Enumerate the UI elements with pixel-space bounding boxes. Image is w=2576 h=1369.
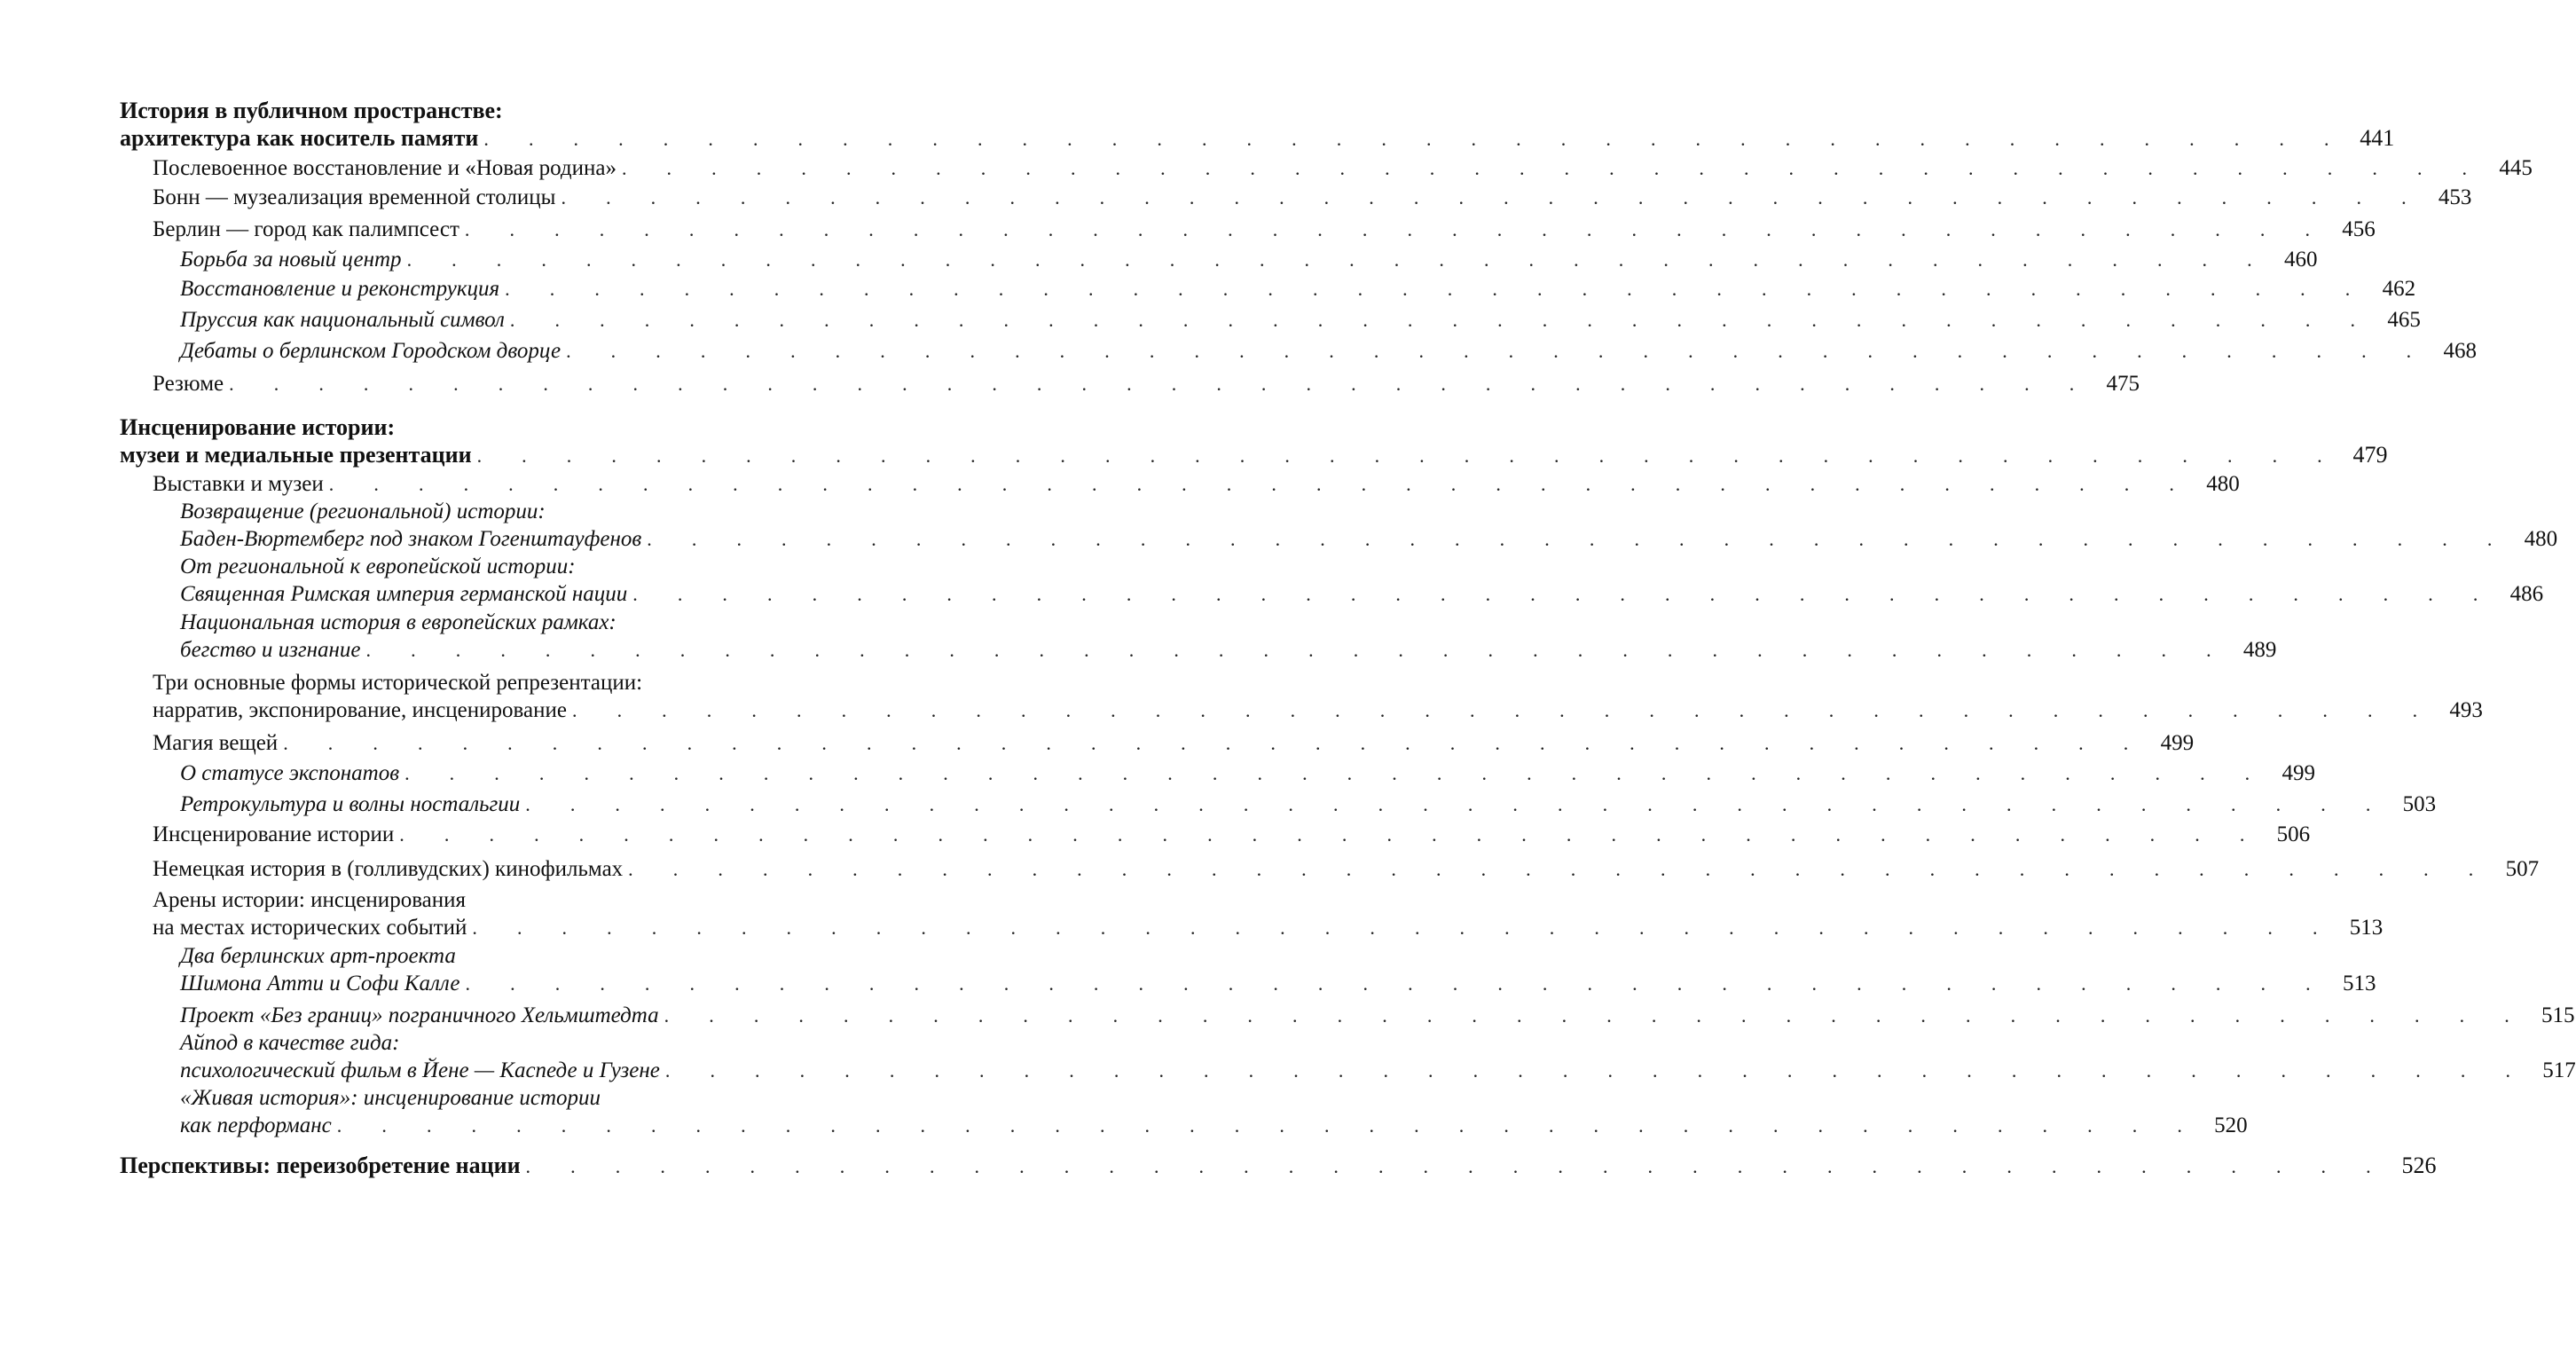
toc-page-number: 499 (2160, 731, 2195, 755)
toc-entry[interactable] (180, 276, 2416, 303)
toc-entry-title: Бонн — музеализация временной столицы (153, 185, 556, 209)
toc-entry-title: Проект «Без границ» пограничного Хельмштедта (180, 1003, 659, 1027)
toc-entry[interactable] (180, 791, 2437, 818)
toc-entry-line (120, 414, 395, 441)
dot-leader: . . . . . . . . . . . . . . . . . . . . . . . . . . . . . . . . . . . . . . . . . . (664, 1059, 2528, 1082)
toc-entry-title: Баден-Вюртемберг под знаком Гогенштауфенов (180, 527, 642, 551)
toc-entry-title: психологический фильм в Йене — Каспеде и Гузене (180, 1058, 660, 1082)
dot-leader: . . . . . . . . . . . . . . . . . . . . . . . . . . . . . . . . . . . . . . . . . . (336, 1114, 2200, 1137)
toc-entry-title: Резюме (153, 372, 224, 396)
toc-entry-title: Дебаты о берлинском Городском дворце (180, 339, 562, 363)
toc-entry-line (120, 98, 503, 124)
dot-leader: . . . . . . . . . . . . . . . . . . . . . . . . . . . . . . . . . . . . . . . . . . (664, 1004, 2527, 1027)
dot-leader: . . . . . . . . . . . . . . . . . . . . . . . . . . . . . . . . . . . . . . . . . . (483, 128, 2347, 150)
toc-entry-title: Священная Римская империя германской нации (180, 582, 628, 606)
toc-entry[interactable] (180, 1113, 2248, 1139)
toc-entry[interactable] (180, 526, 2558, 553)
toc-page-number: 513 (2349, 916, 2384, 940)
dot-leader: . . . . . . . . . . . . . . . . . . . . . . . . . . . . . . . . . . . . . . . . . . (509, 309, 2373, 331)
toc-entry-title: как перформанс (180, 1113, 332, 1137)
toc-entry-title: Восстановление и реконструкция (180, 277, 500, 301)
toc-entry[interactable] (120, 125, 2395, 153)
toc-entry-title: Инсценирование истории (153, 822, 395, 846)
toc-page-number: 460 (2283, 248, 2318, 271)
toc-entry[interactable] (180, 637, 2277, 664)
toc-entry[interactable] (153, 185, 2472, 211)
toc-entry-line (180, 1030, 399, 1057)
toc-page-number: 520 (2214, 1113, 2248, 1137)
toc-entry-title: Айпод в качестве гида: (180, 1031, 400, 1055)
dot-leader: . . . . . . . . . . . . . . . . . . . . . . . . . . . . . . . . . . . . . . . . . . (399, 823, 2263, 846)
dot-leader: . . . . . . . . . . . . . . . . . . . . . . . . . . . . . . . . . . . . . . . . . . (525, 793, 2389, 815)
toc-entry[interactable] (153, 216, 2376, 243)
dot-leader: . . . . . . . . . . . . . . . . . . . . . . . . . . . . . . . . . . . . . . . . . . (632, 583, 2496, 605)
dot-leader: . . . . . . . . . . . . . . . . . . . . . . . . . . . . . . . . . . . . . . . . . . (365, 639, 2229, 661)
dot-leader: . . . . . . . . . . . . . . . . . . . . . . . . . . . . . . . . . . . . . . . . . . (628, 858, 2492, 880)
toc-entry[interactable] (180, 1003, 2575, 1029)
toc-page-number: 507 (2505, 857, 2540, 881)
toc-page-number: 453 (2438, 185, 2472, 209)
toc-entry-title: нарратив, экспонирование, инсценирование (153, 698, 567, 722)
dot-leader: . . . . . . . . . . . . . . . . . . . . . . . . . . . . . . . . . . . . . . . . . . (505, 278, 2368, 300)
toc-entry[interactable] (153, 856, 2540, 883)
toc-entry-line (153, 887, 466, 914)
toc-entry-line (180, 610, 617, 636)
toc-entry[interactable] (153, 155, 2533, 182)
toc-entry-title: музеи и медиальные презентации (120, 442, 472, 468)
toc-entry-title: Перспективы: переизобретение нации (120, 1153, 521, 1178)
toc-page-number: 506 (2276, 822, 2311, 846)
toc-entry-title: на местах исторических событий (153, 916, 467, 940)
toc-entry-title: Пруссия как национальный символ (180, 308, 505, 332)
dot-leader: . . . . . . . . . . . . . . . . . . . . . . . . . . . . . . . . . . . . . . . . . . (404, 762, 2267, 784)
toc-entry-title: Ретрокультура и волны ностальгии (180, 792, 521, 816)
dot-leader: . . . . . . . . . . . . . . . . . . . . . . . . . . . . . . . . . . . . . . . . . . (328, 473, 2192, 495)
toc-entry[interactable] (180, 760, 2315, 787)
toc-page-number: 445 (2499, 156, 2533, 180)
toc-entry-title: Три основные формы исторической репрезентации: (153, 671, 643, 695)
toc-entry-title: архитектура как носитель памяти (120, 125, 479, 151)
toc-page-number: 456 (2342, 217, 2376, 241)
toc-entry-line (180, 554, 576, 580)
toc-entry-title: Магия вещей (153, 731, 279, 755)
dot-leader: . . . . . . . . . . . . . . . . . . . . . . . . . . . . . . . . . . . . . . . . . . (472, 917, 2336, 939)
toc-page-number: 479 (2352, 442, 2388, 468)
toc-entry-title: Берлин — город как палимпсест (153, 217, 459, 241)
toc-page-number: 493 (2449, 698, 2483, 722)
toc-entry-title: Возвращение (региональной) истории: (180, 500, 546, 523)
toc-entry-title: Послевоенное восстановление и «Новая родина» (153, 156, 617, 180)
toc-page-number: 517 (2542, 1058, 2576, 1082)
toc-entry-title: Арены истории: инсценирования (153, 888, 467, 912)
toc-entry-title: Шимона Атти и Софи Калле (180, 972, 460, 995)
toc-entry[interactable] (180, 581, 2544, 608)
toc-entry-title: Два берлинских арт-проекта (180, 944, 456, 968)
dot-leader: . . . . . . . . . . . . . . . . . . . . . . . . . . . . . . . . . . . . . . . . . . (647, 528, 2510, 550)
toc-entry[interactable] (180, 971, 2376, 997)
toc-page-number: 503 (2402, 792, 2437, 816)
toc-entry[interactable] (153, 730, 2195, 757)
toc-page-number: 480 (2524, 527, 2558, 551)
toc-entry-title: Инсценирование истории: (120, 414, 396, 440)
toc-page-number: 468 (2443, 339, 2477, 363)
toc-entry-line (180, 943, 456, 970)
toc-entry[interactable] (180, 338, 2477, 365)
toc-entry[interactable] (153, 915, 2384, 941)
toc-page-number: 465 (2387, 308, 2421, 332)
dot-leader: . . . . . . . . . . . . . . . . . . . . . . . . . . . . . . . . . . . . . . . . . . (406, 248, 2270, 271)
toc-entry[interactable] (120, 1153, 2437, 1180)
dot-leader: . . . . . . . . . . . . . . . . . . . . . . . . . . . . . . . . . . . . . . . . . . (283, 732, 2147, 754)
toc-entry-title: бегство и изгнание (180, 638, 361, 662)
toc-page-number: 441 (2360, 125, 2395, 151)
toc-page-number: 513 (2342, 972, 2376, 995)
dot-leader: . . . . . . . . . . . . . . . . . . . . . . . . . . . . . . . . . . . . . . . . . . (464, 218, 2328, 240)
toc-entry-title: «Живая история»: инсценирование истории (180, 1086, 601, 1110)
dot-leader: . . . . . . . . . . . . . . . . . . . . . . . . . . . . . . . . . . . . . . . . . . (566, 340, 2429, 362)
dot-leader: . . . . . . . . . . . . . . . . . . . . . . . . . . . . . . . . . . . . . . . . . . (571, 699, 2435, 721)
toc-entry-title: От региональной к европейской истории: (180, 555, 576, 578)
toc-entry-title: Выставки и музеи (153, 472, 324, 496)
toc-entry[interactable] (153, 371, 2140, 397)
toc-entry-title: Борьба за новый центр (180, 248, 402, 271)
toc-entry[interactable] (180, 247, 2318, 273)
toc-entry-title: Немецкая история в (голливудских) кинофильмах (153, 857, 624, 881)
toc-entry-title: О статусе экспонатов (180, 761, 400, 785)
dot-leader: . . . . . . . . . . . . . . . . . . . . . . . . . . . . . . . . . . . . . . . . . . (465, 972, 2329, 995)
toc-entry-title: История в публичном пространстве: (120, 98, 503, 123)
toc-page-number: 515 (2541, 1003, 2575, 1027)
toc-entry[interactable] (120, 442, 2388, 469)
toc-entry[interactable] (180, 307, 2421, 334)
toc-entry-line (153, 670, 642, 696)
toc-page-number: 489 (2242, 638, 2277, 662)
toc-entry-title: Национальная история в европейских рамках: (180, 610, 617, 634)
dot-leader: . . . . . . . . . . . . . . . . . . . . . . . . . . . . . . . . . . . . . . . . . . (561, 186, 2424, 208)
toc-entry[interactable] (153, 822, 2311, 848)
toc-page-number: 475 (2106, 372, 2140, 396)
toc-page-number: 526 (2401, 1153, 2437, 1178)
toc-page-number: 462 (2382, 277, 2416, 301)
dot-leader: . . . . . . . . . . . . . . . . . . . . . . . . . . . . . . . . . . . . . . . . . . (229, 373, 2093, 395)
toc-entry-line (180, 1085, 601, 1112)
toc-page-number: 499 (2281, 761, 2315, 785)
toc-entry[interactable] (153, 697, 2483, 724)
dot-leader: . . . . . . . . . . . . . . . . . . . . . . . . . . . . . . . . . . . . . . . . . . (525, 1155, 2389, 1177)
toc-entry-line (180, 499, 546, 525)
toc-page-number: 486 (2509, 582, 2544, 606)
toc-entry[interactable] (180, 1058, 2576, 1084)
dot-leader: . . . . . . . . . . . . . . . . . . . . . . . . . . . . . . . . . . . . . . . . . . (621, 157, 2485, 179)
toc-entry[interactable] (153, 471, 2240, 498)
dot-leader: . . . . . . . . . . . . . . . . . . . . . . . . . . . . . . . . . . . . . . . . . . (476, 445, 2340, 467)
toc-page-number: 480 (2206, 472, 2240, 496)
